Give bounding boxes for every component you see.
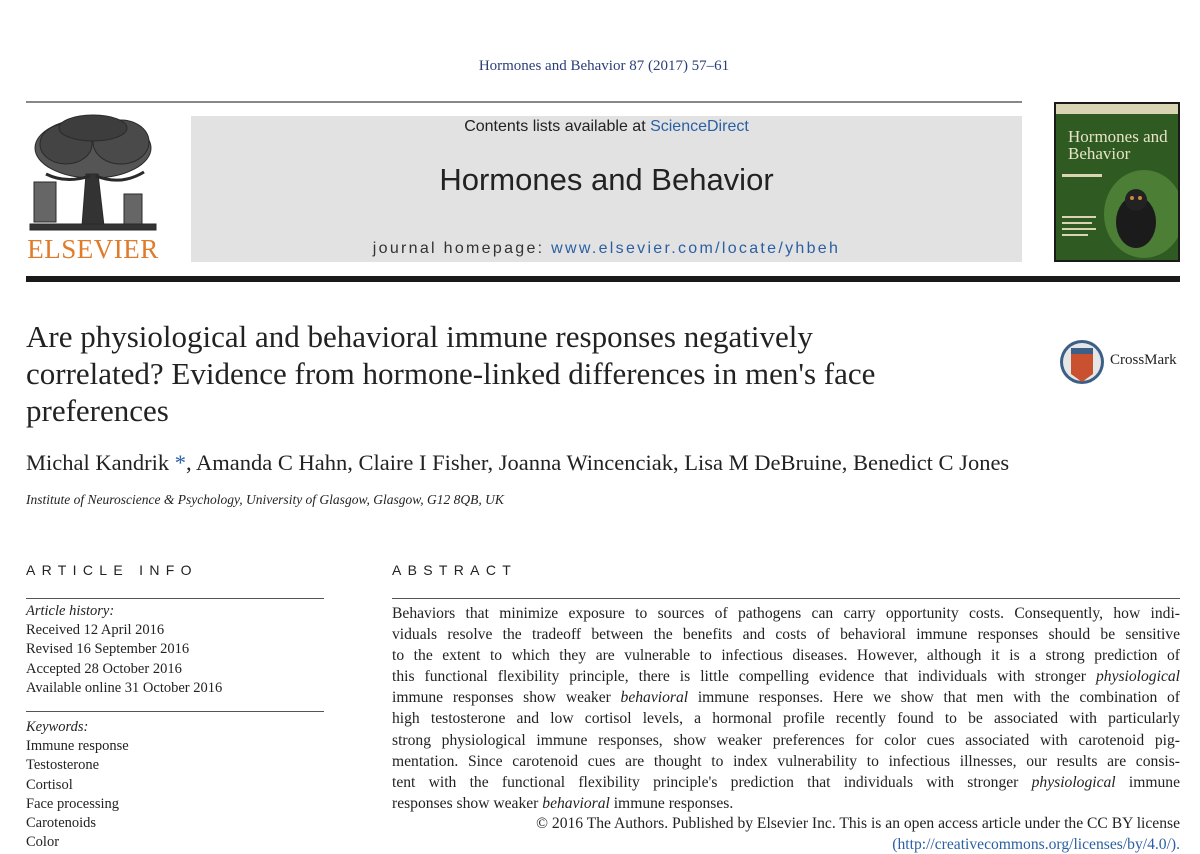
- abstract-emphasis: physiological: [1095, 668, 1180, 686]
- abstract-line: [392, 687, 1180, 708]
- keyword-item: Color: [26, 834, 60, 851]
- keyword-item: Testosterone: [26, 757, 100, 774]
- abstract-segment: high testosterone and low cortisol levels, a hormonal profile recently found to be associated with particularly: [392, 710, 1180, 728]
- abstract-line: [392, 730, 1180, 751]
- keywords-block: [26, 718, 326, 852]
- keyword-item: Immune response: [26, 738, 129, 755]
- abstract-emphasis: physiological: [1031, 773, 1116, 791]
- abstract-segment: this functional flexibility principle, there is little compelling evidence that individuals with stronger: [392, 668, 1096, 686]
- abstract-line: [392, 772, 1180, 793]
- history-date-received: Received 12 April 2016: [26, 622, 165, 639]
- keyword-item: Carotenoids: [26, 815, 97, 832]
- abstract-line: [392, 793, 1180, 814]
- article-history: [26, 602, 326, 698]
- article-title: Are physiological and behavioral immune responses negatively correlated? Evidence from hormone-linked differences in men's face preferences: [26, 319, 876, 428]
- abstract-segment: tent with the functional flexibility principle's prediction that individuals with stronger: [392, 773, 1032, 791]
- journal-homepage-line: [191, 240, 1022, 258]
- crossmark-icon: [1058, 338, 1108, 386]
- abstract-segment: viduals resolve the tradeoff between the benefits and costs of behavioral immune responses should be sensitive: [392, 626, 1180, 644]
- history-date-revised: Revised 16 September 2016: [26, 641, 190, 658]
- license-link[interactable]: (http://creativecommons.org/licenses/by/4.0/).: [892, 836, 1180, 853]
- abstract-segment: to the extent to which they are vulnerable to infectious diseases. However, although it is a strong prediction of: [392, 647, 1180, 665]
- homepage-link[interactable]: www.elsevier.com/locate/yhbeh: [551, 240, 841, 257]
- co-authors: , Amanda C Hahn, Claire I Fisher, Joanna Wincenciak, Lisa M DeBruine, Benedict C Jones: [185, 450, 1010, 475]
- elsevier-tree-icon: [26, 114, 160, 232]
- sciencedirect-link[interactable]: ScienceDirect: [650, 118, 749, 135]
- abstract-segment: strong physiological immune responses, show weaker preferences for color cues associated with carotenoid pig-: [392, 731, 1180, 749]
- abstract-segment: immune responses show weaker: [392, 689, 621, 707]
- abstract-line: [392, 666, 1180, 687]
- abstract-divider: [392, 598, 1180, 599]
- keywords-divider: [26, 711, 324, 712]
- article-info-divider: [26, 598, 324, 599]
- license-statement: © 2016 The Authors. Published by Elsevier Inc. This is an open access article under the CC BY license: [536, 815, 1180, 832]
- article-info-heading: ARTICLE INFO: [26, 562, 198, 578]
- journal-cover-image[interactable]: [1054, 102, 1180, 262]
- history-date-online: Available online 31 October 2016: [26, 679, 223, 696]
- history-label: Article history:: [26, 603, 115, 619]
- keywords-label: Keywords:: [26, 719, 89, 735]
- abstract-line: [392, 603, 1180, 624]
- abstract-segment: Behaviors that minimize exposure to sources of pathogens can carry opportunity costs. Consequently, how indi-: [392, 605, 1180, 622]
- abstract-line: [392, 624, 1180, 645]
- keyword-item: Cortisol: [26, 776, 73, 793]
- keyword-item: Face processing: [26, 795, 120, 812]
- author-list: [26, 450, 1186, 476]
- elsevier-logo[interactable]: [26, 114, 160, 264]
- abstract-line: [392, 751, 1180, 772]
- abstract-emphasis: behavioral: [542, 794, 610, 812]
- elsevier-wordmark: ELSEVIER: [27, 234, 159, 264]
- contents-prefix: Contents lists available at: [464, 118, 651, 135]
- abstract-line: [392, 708, 1180, 729]
- journal-banner: [191, 116, 1022, 262]
- abstract-segment: immune responses.: [609, 794, 734, 812]
- abstract-emphasis: behavioral: [620, 689, 689, 707]
- top-divider: [26, 101, 1022, 103]
- crossmark-label: CrossMark: [1110, 352, 1177, 368]
- crossmark-badge[interactable]: [1058, 338, 1182, 386]
- corresponding-author-mark[interactable]: *: [174, 450, 186, 475]
- contents-line: [191, 118, 1022, 136]
- abstract-line: [392, 645, 1180, 666]
- abstract-segment: mentation. Since carotenoid cues are thought to index vulnerability to infectious illnesses, our results are consis-: [392, 752, 1180, 770]
- abstract-segment: immune responses. Here we show that men with the combination of: [688, 689, 1180, 707]
- first-author[interactable]: Michal Kandrik: [26, 450, 175, 475]
- journal-citation: Hormones and Behavior 87 (2017) 57–61: [478, 58, 730, 74]
- abstract-text: [392, 603, 1180, 814]
- abstract-segment: responses show weaker: [392, 794, 543, 812]
- abstract-segment: immune: [1115, 773, 1180, 791]
- journal-title: Hormones and Behavior: [439, 162, 774, 197]
- history-date-accepted: Accepted 28 October 2016: [26, 660, 182, 677]
- abstract-heading: ABSTRACT: [392, 562, 518, 578]
- cover-title: Hormones and Behavior: [1068, 127, 1168, 163]
- homepage-prefix: journal homepage:: [372, 240, 552, 257]
- header-divider: [26, 276, 1180, 282]
- affiliation: Institute of Neuroscience & Psychology, University of Glasgow, Glasgow, G12 8QB, UK: [26, 492, 504, 507]
